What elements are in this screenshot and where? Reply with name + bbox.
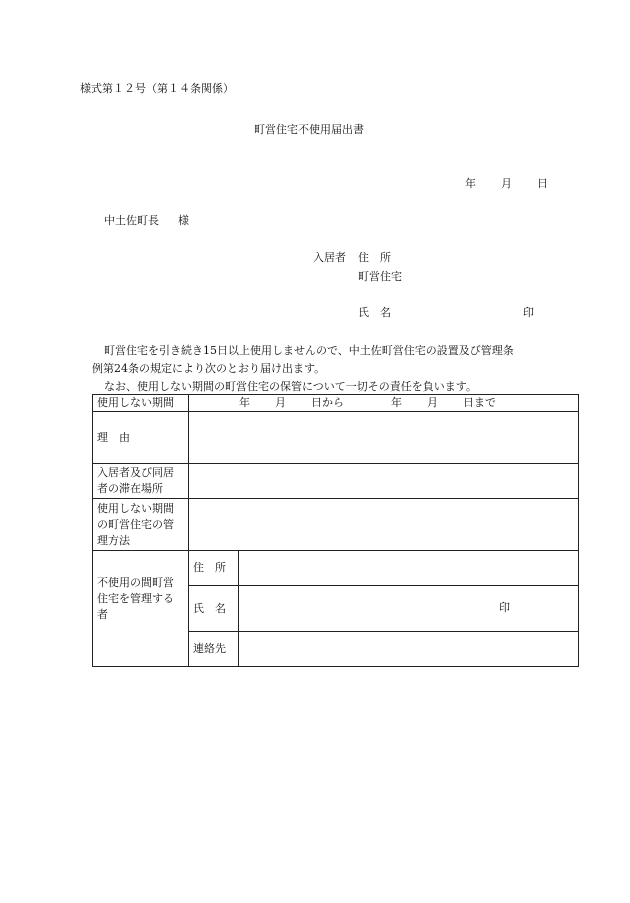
management-method-label: 使用しない期間の町営住宅の管理方法 xyxy=(93,499,189,551)
form-number: 様式第１２号（第１４条関係） xyxy=(80,82,234,95)
applicant-address-label: 住 所 xyxy=(358,251,391,264)
period-from-year: 年 xyxy=(239,396,250,409)
date-day-label: 日 xyxy=(537,177,548,190)
period-label: 使用しない期間 xyxy=(93,395,189,412)
reason-label: 理 由 xyxy=(93,412,189,464)
stay-location-row xyxy=(93,464,579,499)
period-from-month: 月 xyxy=(275,396,286,409)
management-method-row xyxy=(93,499,579,551)
body-text-line-1: 町営住宅を引き続き15日以上使用しませんので、中土佐町営住宅の設置及び管理条 xyxy=(104,344,514,357)
stay-location-field[interactable] xyxy=(189,464,579,499)
addressee-honorific: 様 xyxy=(178,214,189,227)
applicant-name-label: 氏 名 xyxy=(358,306,391,319)
reason-row xyxy=(93,412,579,464)
period-to-day: 日まで xyxy=(463,396,496,409)
caretaker-contact-label: 連絡先 xyxy=(189,632,239,667)
stay-location-label: 入居者及び同居者の滞在場所 xyxy=(93,464,189,499)
date-year-label: 年 xyxy=(465,177,476,190)
period-from-day: 日から xyxy=(311,396,344,409)
period-field[interactable] xyxy=(189,395,579,412)
management-method-field[interactable] xyxy=(189,499,579,551)
period-to-month: 月 xyxy=(427,396,438,409)
date-month-label: 月 xyxy=(501,177,512,190)
caretaker-address-row xyxy=(93,551,579,586)
applicant-address-value: 町営住宅 xyxy=(358,270,402,283)
notification-form-table xyxy=(92,394,579,667)
caretaker-name-label: 氏 名 xyxy=(189,586,239,632)
caretaker-address-field[interactable] xyxy=(239,551,579,586)
period-to-year: 年 xyxy=(391,396,402,409)
caretaker-contact-field[interactable] xyxy=(239,632,579,667)
caretaker-name-field[interactable] xyxy=(239,586,579,632)
body-text-line-2: 例第24条の規定により次のとおり届け出ます。 xyxy=(92,362,326,375)
caretaker-seal: 印 xyxy=(499,601,510,614)
caretaker-address-label: 住 所 xyxy=(189,551,239,586)
applicant-seal: 印 xyxy=(523,306,534,319)
reason-field[interactable] xyxy=(189,412,579,464)
document-title: 町営住宅不使用届出書 xyxy=(254,123,364,136)
period-row xyxy=(93,395,579,412)
applicant-role: 入居者 xyxy=(313,251,346,264)
body-text-line-3: なお、使用しない期間の町営住宅の保管について一切その責任を負います。 xyxy=(104,380,477,393)
caretaker-label: 不使用の間町営住宅を管理する者 xyxy=(93,551,189,667)
addressee: 中土佐町長 xyxy=(104,214,159,227)
